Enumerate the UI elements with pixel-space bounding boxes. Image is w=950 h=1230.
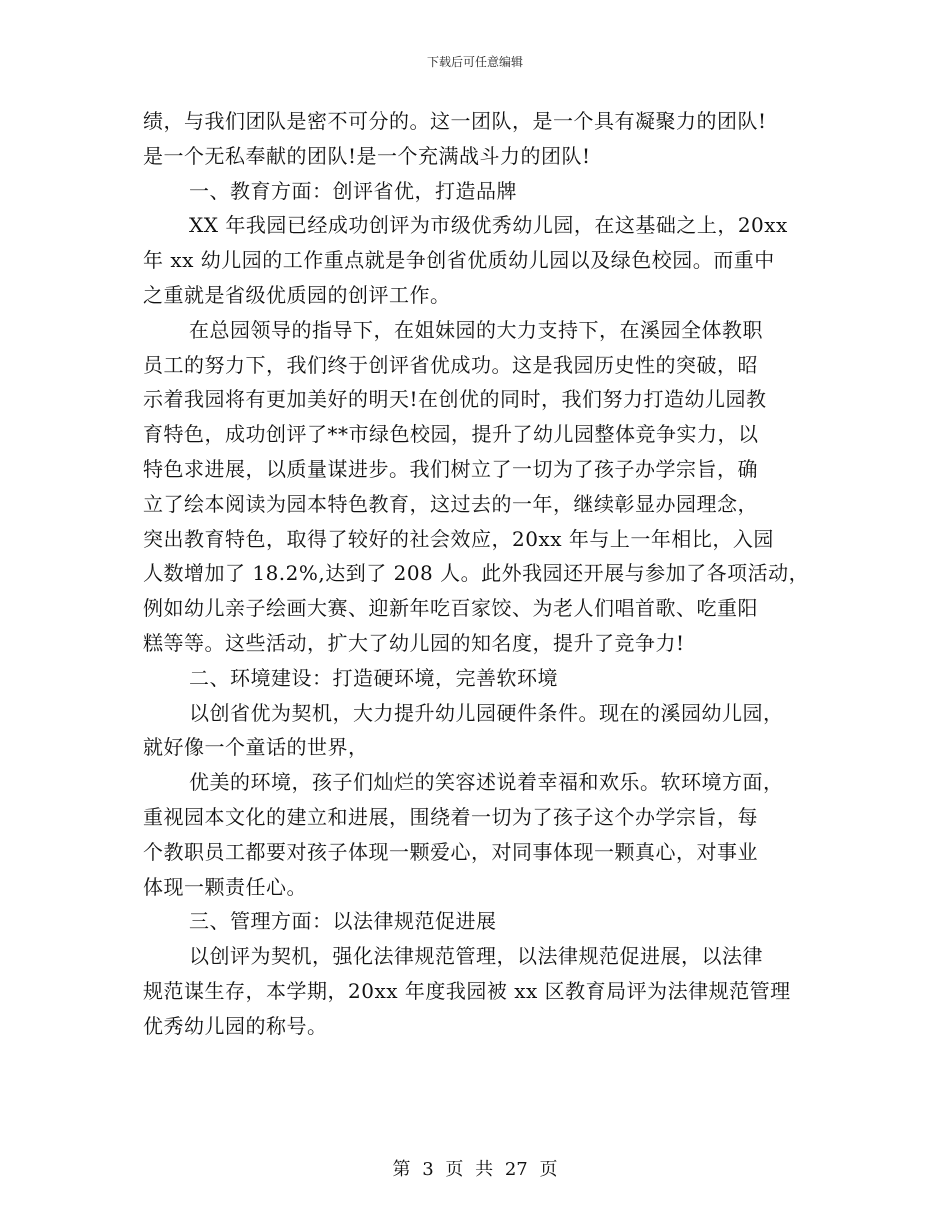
text-line: 糕等等。这些活动，扩大了幼儿园的知名度，提升了竞争力!	[143, 630, 685, 655]
text-line: 一、教育方面：创评省优，打造品牌	[189, 178, 517, 203]
text-line: 以创省优为契机，大力提升幼儿园硬件条件。现在的溪园幼儿园，	[189, 700, 784, 725]
text-line: 育特色，成功创评了**市绿色校园，提升了幼儿园整体竞争实力，以	[143, 422, 759, 447]
text-line: 就好像一个童话的世界，	[143, 735, 369, 760]
text-line: 特色求进展，以质量谋进步。我们树立了一切为了孩子办学宗旨，确	[143, 456, 758, 481]
text-line: 之重就是省级优质园的创评工作。	[143, 282, 451, 307]
page-footer: 第 3 页 共 27 页	[392, 1159, 558, 1180]
text-line: 是一个无私奉献的团队!是一个充满战斗力的团队!	[143, 143, 591, 168]
text-line: 重视园本文化的建立和进展，围绕着一切为了孩子这个办学宗旨，每	[143, 804, 758, 829]
document-body	[143, 104, 808, 1044]
text-line: 规范谋生存，本学期，20xx 年度我园被 xx 区教育局评为法律规范管理	[143, 978, 791, 1003]
page-header: 下载后可任意编辑	[426, 55, 523, 69]
text-line: 示着我园将有更加美好的明天!在创优的同时，我们努力打造幼儿园教	[143, 387, 767, 412]
text-line: 人数增加了 18.2%,达到了 208 人。此外我园还开展与参加了各项活动，	[143, 561, 810, 586]
text-line: 突出教育特色，取得了较好的社会效应，20xx 年与上一年相比，入园	[143, 526, 774, 551]
text-line: 年 xx 幼儿园的工作重点就是争创省优质幼儿园以及绿色校园。而重中	[143, 248, 775, 273]
text-line: 立了绘本阅读为园本特色教育，这过去的一年，继续彰显办园理念，	[143, 491, 758, 516]
text-line: 绩，与我们团队是密不可分的。这一团队，是一个具有凝聚力的团队!	[143, 109, 767, 133]
text-line: 三、管理方面：以法律规范促进展	[189, 909, 497, 934]
text-line: 优美的环境，孩子们灿烂的笑容述说着幸福和欢乐。软环境方面，	[189, 770, 784, 795]
text-line: 优秀幼儿园的称号。	[143, 1013, 328, 1038]
text-line: 个教职员工都要对孩子体现一颗爱心，对同事体现一颗真心，对事业	[143, 839, 758, 864]
text-line: 在总园领导的指导下，在姐妹园的大力支持下，在溪园全体教职	[189, 317, 763, 342]
text-line: 二、环境建设：打造硬环境，完善软环境	[189, 665, 558, 690]
text-line: 员工的努力下，我们终于创评省优成功。这是我园历史性的突破，昭	[143, 352, 758, 377]
text-line: XX 年我园已经成功创评为市级优秀幼儿园，在这基础之上，20xx	[189, 213, 788, 238]
text-line: 例如幼儿亲子绘画大赛、迎新年吃百家饺、为老人们唱首歌、吃重阳	[143, 596, 758, 621]
text-line: 以创评为契机，强化法律规范管理，以法律规范促进展，以法律	[189, 944, 763, 969]
text-line: 体现一颗责任心。	[143, 874, 307, 899]
